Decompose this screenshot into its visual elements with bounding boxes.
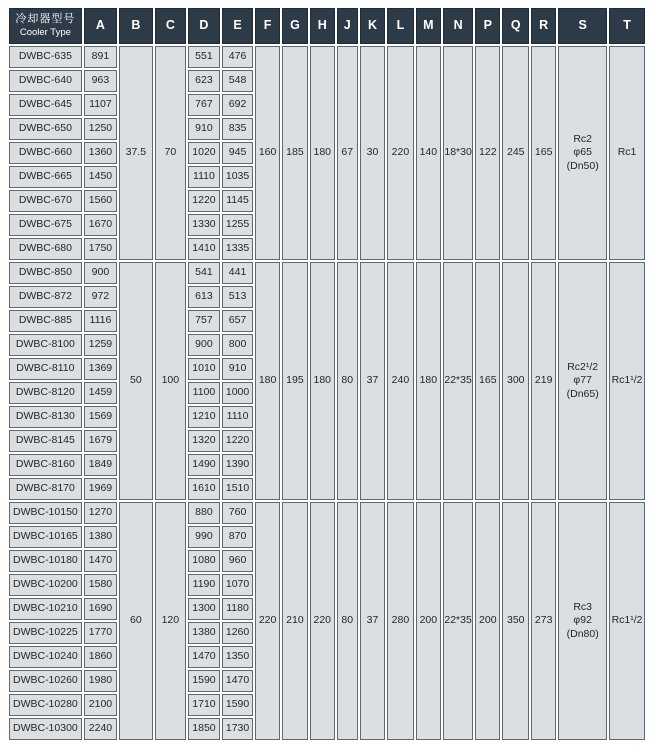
table-row	[9, 502, 645, 524]
model-cell: DWBC-10240	[9, 646, 82, 668]
model-cell: DWBC-8170	[9, 478, 82, 500]
shared-cell-s-line-2: (Dn80)	[566, 627, 599, 640]
shared-cell-m: 140	[416, 46, 441, 260]
value-cell-d: 1300	[188, 598, 220, 620]
value-cell-d: 613	[188, 286, 220, 308]
value-cell-e: 1180	[222, 598, 254, 620]
value-cell-a: 1360	[84, 142, 117, 164]
model-header-en: Cooler Type	[19, 26, 71, 38]
shared-cell-r: 219	[531, 262, 556, 500]
value-cell-e: 800	[222, 334, 254, 356]
value-cell-d: 910	[188, 118, 220, 140]
value-cell-d: 990	[188, 526, 220, 548]
value-cell-e: 1035	[222, 166, 254, 188]
shared-cell-g: 210	[282, 502, 308, 740]
shared-cell-p: 165	[475, 262, 500, 500]
value-cell-a: 1450	[84, 166, 117, 188]
shared-cell-s-line-1: φ92	[573, 614, 592, 627]
model-cell: DWBC-10200	[9, 574, 82, 596]
value-cell-d: 1850	[188, 718, 220, 740]
header-row	[9, 8, 645, 44]
shared-cell-g: 195	[282, 262, 308, 500]
shared-cell-t: Rc1¹/2	[609, 502, 645, 740]
value-cell-a: 963	[84, 70, 117, 92]
column-header-T: T	[609, 8, 645, 44]
value-cell-e: 960	[222, 550, 254, 572]
value-cell-d: 1080	[188, 550, 220, 572]
model-cell: DWBC-650	[9, 118, 82, 140]
value-cell-a: 1969	[84, 478, 117, 500]
value-cell-e: 513	[222, 286, 254, 308]
value-cell-d: 1490	[188, 454, 220, 476]
shared-cell-r: 165	[531, 46, 556, 260]
value-cell-a: 1849	[84, 454, 117, 476]
shared-cell-q: 350	[502, 502, 529, 740]
shared-cell-s	[558, 46, 607, 260]
value-cell-a: 900	[84, 262, 117, 284]
value-cell-e: 870	[222, 526, 254, 548]
value-cell-d: 1220	[188, 190, 220, 212]
value-cell-a: 2100	[84, 694, 117, 716]
value-cell-a: 1259	[84, 334, 117, 356]
shared-cell-m: 200	[416, 502, 441, 740]
model-group-1	[9, 46, 645, 260]
value-cell-d: 1470	[188, 646, 220, 668]
value-cell-a: 891	[84, 46, 117, 68]
table-row	[9, 46, 645, 68]
column-header-J: J	[337, 8, 358, 44]
value-cell-d: 767	[188, 94, 220, 116]
shared-cell-k: 37	[360, 502, 385, 740]
model-cell: DWBC-660	[9, 142, 82, 164]
shared-cell-n: 22*35	[443, 262, 473, 500]
value-cell-e: 1470	[222, 670, 254, 692]
value-cell-a: 1670	[84, 214, 117, 236]
shared-cell-h: 180	[310, 46, 334, 260]
value-cell-d: 1410	[188, 238, 220, 260]
value-cell-e: 1335	[222, 238, 254, 260]
value-cell-a: 1369	[84, 358, 117, 380]
column-header-L: L	[387, 8, 414, 44]
value-cell-a: 1107	[84, 94, 117, 116]
column-header-H: H	[310, 8, 334, 44]
value-cell-d: 900	[188, 334, 220, 356]
column-header-G: G	[282, 8, 308, 44]
shared-cell-h: 180	[310, 262, 334, 500]
model-cell: DWBC-10280	[9, 694, 82, 716]
value-cell-a: 1770	[84, 622, 117, 644]
shared-cell-m: 180	[416, 262, 441, 500]
value-cell-e: 548	[222, 70, 254, 92]
column-header-B: B	[119, 8, 152, 44]
model-cell: DWBC-680	[9, 238, 82, 260]
column-header-N: N	[443, 8, 473, 44]
model-cell: DWBC-10225	[9, 622, 82, 644]
model-cell: DWBC-872	[9, 286, 82, 308]
model-cell: DWBC-8130	[9, 406, 82, 428]
value-cell-a: 1270	[84, 502, 117, 524]
shared-cell-c: 100	[155, 262, 187, 500]
value-cell-e: 1730	[222, 718, 254, 740]
value-cell-a: 1860	[84, 646, 117, 668]
model-cell: DWBC-10300	[9, 718, 82, 740]
value-cell-e: 910	[222, 358, 254, 380]
model-cell: DWBC-10165	[9, 526, 82, 548]
value-cell-e: 1260	[222, 622, 254, 644]
shared-cell-j: 80	[337, 262, 358, 500]
shared-cell-b: 37.5	[119, 46, 152, 260]
shared-cell-c: 120	[155, 502, 187, 740]
value-cell-d: 1320	[188, 430, 220, 452]
shared-cell-p: 122	[475, 46, 500, 260]
column-header-Q: Q	[502, 8, 529, 44]
model-cell: DWBC-8100	[9, 334, 82, 356]
table-row	[9, 262, 645, 284]
value-cell-a: 1980	[84, 670, 117, 692]
shared-cell-r: 273	[531, 502, 556, 740]
value-cell-e: 1590	[222, 694, 254, 716]
column-header-A: A	[84, 8, 117, 44]
value-cell-e: 945	[222, 142, 254, 164]
value-cell-d: 1110	[188, 166, 220, 188]
value-cell-a: 1679	[84, 430, 117, 452]
value-cell-a: 1116	[84, 310, 117, 332]
shared-cell-l: 220	[387, 46, 414, 260]
column-header-S: S	[558, 8, 607, 44]
shared-cell-n: 18*30	[443, 46, 473, 260]
model-cell: DWBC-8120	[9, 382, 82, 404]
value-cell-a: 1580	[84, 574, 117, 596]
value-cell-a: 1690	[84, 598, 117, 620]
value-cell-e: 1510	[222, 478, 254, 500]
value-cell-e: 1350	[222, 646, 254, 668]
shared-cell-s-line-2: (Dn50)	[566, 159, 599, 172]
model-cell: DWBC-8160	[9, 454, 82, 476]
shared-cell-q: 300	[502, 262, 529, 500]
shared-cell-l: 240	[387, 262, 414, 500]
model-cell: DWBC-10260	[9, 670, 82, 692]
model-cell: DWBC-850	[9, 262, 82, 284]
shared-cell-j: 80	[337, 502, 358, 740]
value-cell-a: 1380	[84, 526, 117, 548]
shared-cell-s-line-0: Rc2	[573, 132, 593, 145]
value-cell-d: 757	[188, 310, 220, 332]
column-header-M: M	[416, 8, 441, 44]
value-cell-d: 1330	[188, 214, 220, 236]
value-cell-e: 476	[222, 46, 254, 68]
shared-cell-f: 220	[255, 502, 279, 740]
value-cell-e: 657	[222, 310, 254, 332]
shared-cell-k: 37	[360, 262, 385, 500]
value-cell-d: 1190	[188, 574, 220, 596]
value-cell-a: 1470	[84, 550, 117, 572]
model-group-2	[9, 262, 645, 500]
value-cell-a: 1750	[84, 238, 117, 260]
model-column-header	[9, 8, 82, 44]
model-cell: DWBC-10150	[9, 502, 82, 524]
shared-cell-s	[558, 502, 607, 740]
model-cell: DWBC-675	[9, 214, 82, 236]
value-cell-e: 760	[222, 502, 254, 524]
shared-cell-s	[558, 262, 607, 500]
column-header-K: K	[360, 8, 385, 44]
value-cell-d: 1010	[188, 358, 220, 380]
value-cell-d: 880	[188, 502, 220, 524]
value-cell-e: 1390	[222, 454, 254, 476]
value-cell-a: 2240	[84, 718, 117, 740]
value-cell-d: 551	[188, 46, 220, 68]
shared-cell-t: Rc1	[609, 46, 645, 260]
shared-cell-b: 50	[119, 262, 152, 500]
value-cell-d: 623	[188, 70, 220, 92]
value-cell-e: 1110	[222, 406, 254, 428]
shared-cell-q: 245	[502, 46, 529, 260]
table-header	[9, 8, 645, 44]
value-cell-e: 692	[222, 94, 254, 116]
value-cell-d: 1100	[188, 382, 220, 404]
value-cell-a: 972	[84, 286, 117, 308]
shared-cell-h: 220	[310, 502, 334, 740]
column-header-R: R	[531, 8, 556, 44]
shared-cell-k: 30	[360, 46, 385, 260]
value-cell-e: 441	[222, 262, 254, 284]
shared-cell-l: 280	[387, 502, 414, 740]
model-cell: DWBC-10180	[9, 550, 82, 572]
shared-cell-c: 70	[155, 46, 187, 260]
shared-cell-p: 200	[475, 502, 500, 740]
model-cell: DWBC-635	[9, 46, 82, 68]
value-cell-a: 1250	[84, 118, 117, 140]
shared-cell-s-line-1: φ65	[573, 146, 592, 159]
value-cell-d: 1210	[188, 406, 220, 428]
model-cell: DWBC-885	[9, 310, 82, 332]
shared-cell-b: 60	[119, 502, 152, 740]
model-cell: DWBC-670	[9, 190, 82, 212]
shared-cell-f: 180	[255, 262, 279, 500]
model-cell: DWBC-8145	[9, 430, 82, 452]
shared-cell-s-line-2: (Dn65)	[566, 387, 599, 400]
model-group-3	[9, 502, 645, 740]
value-cell-d: 1610	[188, 478, 220, 500]
shared-cell-n: 22*35	[443, 502, 473, 740]
shared-cell-s-line-0: Rc3	[573, 600, 593, 613]
value-cell-a: 1459	[84, 382, 117, 404]
model-cell: DWBC-10210	[9, 598, 82, 620]
value-cell-d: 1020	[188, 142, 220, 164]
shared-cell-s-line-0: Rc2¹/2	[567, 360, 599, 373]
value-cell-d: 1590	[188, 670, 220, 692]
model-cell: DWBC-640	[9, 70, 82, 92]
column-header-E: E	[222, 8, 254, 44]
shared-cell-t: Rc1¹/2	[609, 262, 645, 500]
value-cell-e: 1220	[222, 430, 254, 452]
column-header-D: D	[188, 8, 220, 44]
model-cell: DWBC-645	[9, 94, 82, 116]
column-header-F: F	[255, 8, 279, 44]
column-header-P: P	[475, 8, 500, 44]
model-header-zh: 冷却器型号	[15, 13, 76, 26]
shared-cell-s-line-1: φ77	[573, 374, 592, 387]
value-cell-e: 1255	[222, 214, 254, 236]
value-cell-e: 1070	[222, 574, 254, 596]
value-cell-d: 541	[188, 262, 220, 284]
shared-cell-f: 160	[255, 46, 279, 260]
value-cell-d: 1710	[188, 694, 220, 716]
value-cell-a: 1569	[84, 406, 117, 428]
value-cell-e: 835	[222, 118, 254, 140]
model-cell: DWBC-665	[9, 166, 82, 188]
value-cell-e: 1145	[222, 190, 254, 212]
shared-cell-j: 67	[337, 46, 358, 260]
value-cell-e: 1000	[222, 382, 254, 404]
cooler-spec-table	[7, 6, 647, 742]
value-cell-d: 1380	[188, 622, 220, 644]
value-cell-a: 1560	[84, 190, 117, 212]
column-header-C: C	[155, 8, 187, 44]
shared-cell-g: 185	[282, 46, 308, 260]
model-cell: DWBC-8110	[9, 358, 82, 380]
